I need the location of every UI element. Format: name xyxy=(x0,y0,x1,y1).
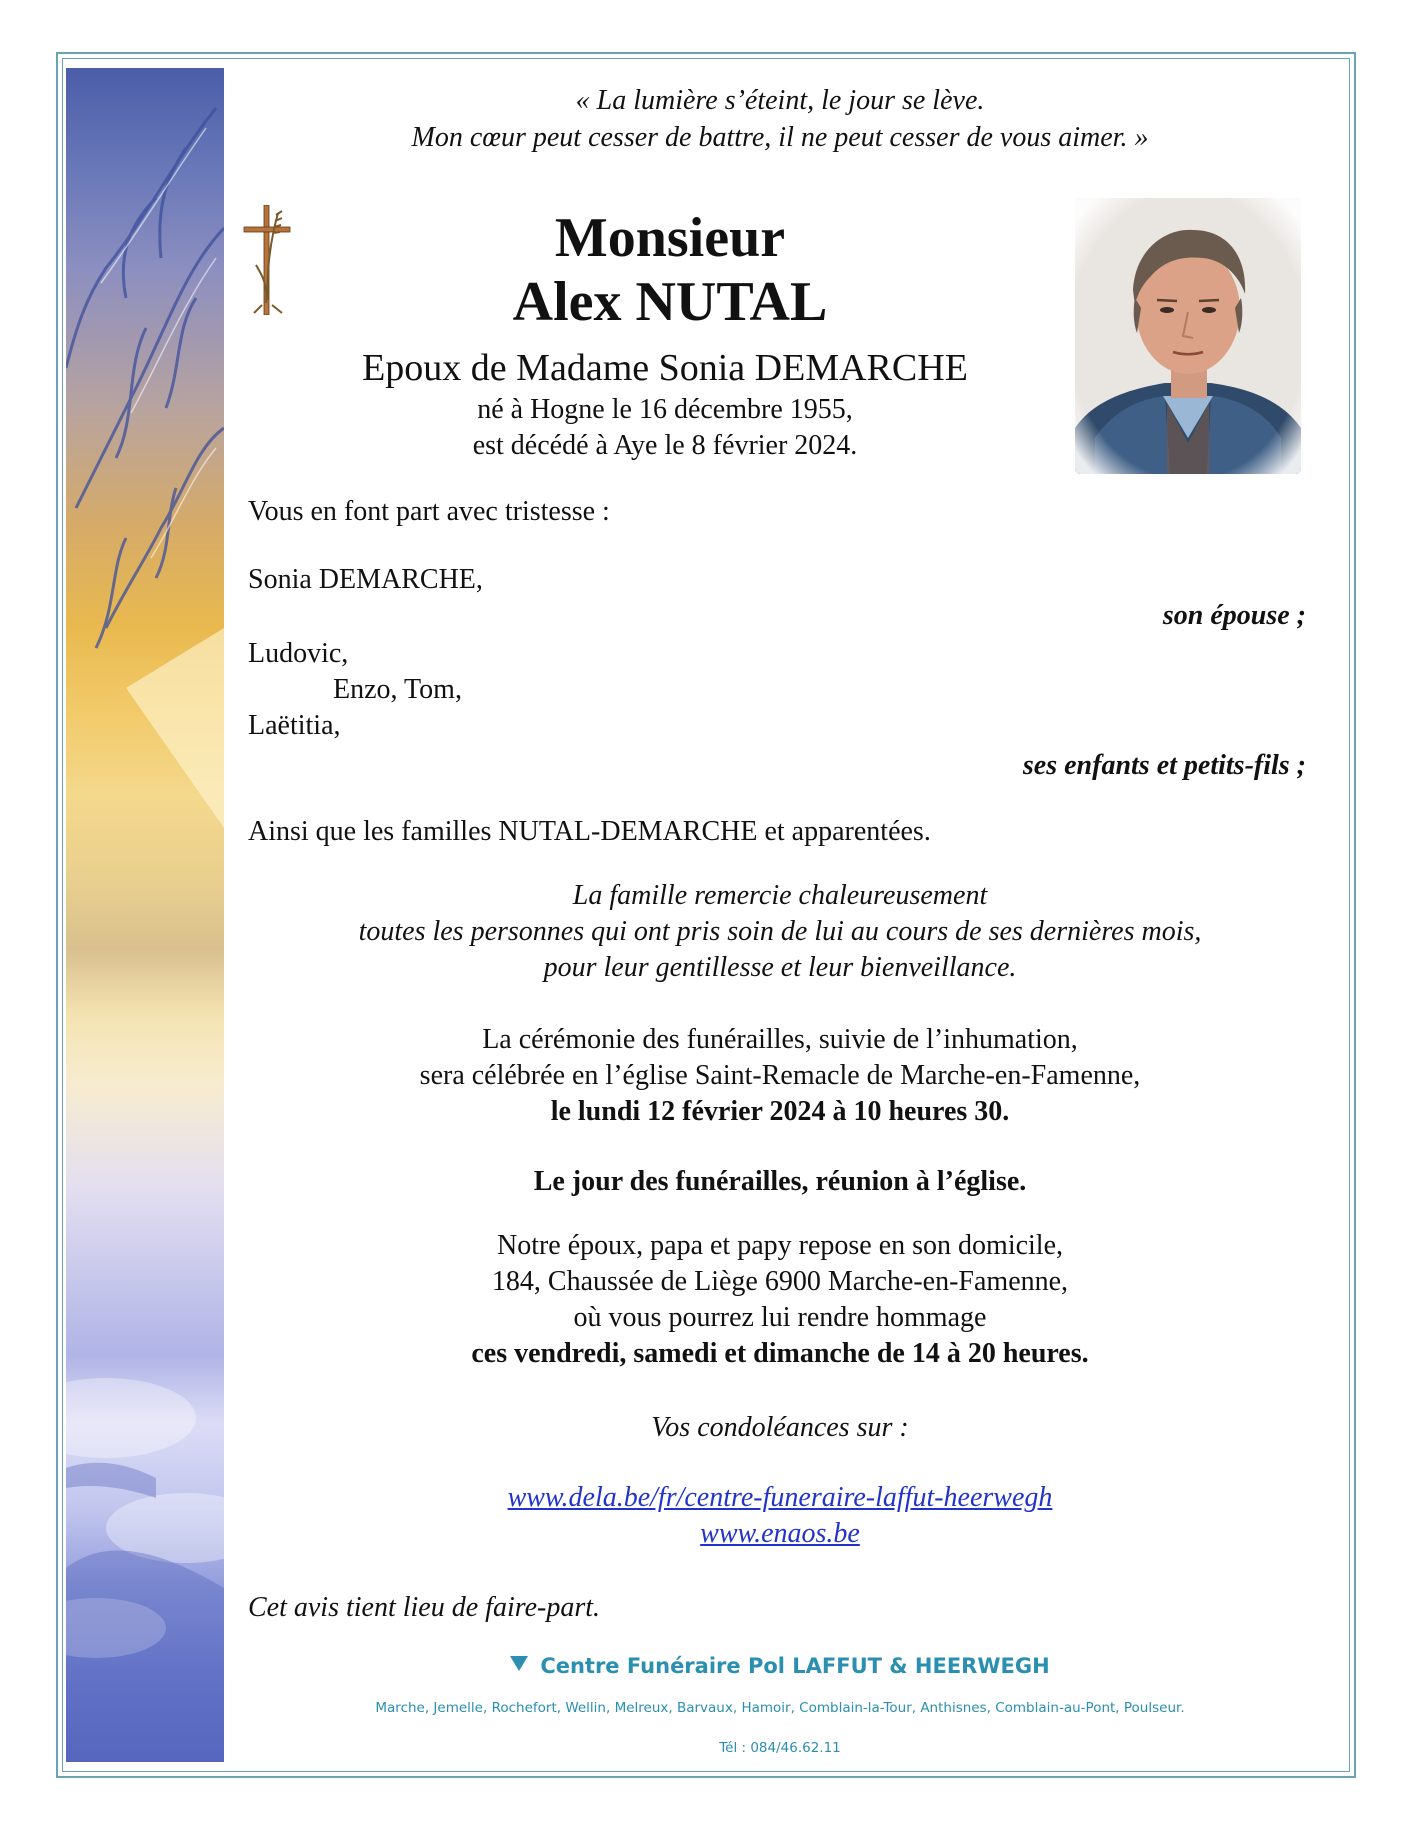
thanks-line-1: La famille remercie chaleureusement xyxy=(572,880,988,911)
quote-line-1: « La lumière s’éteint, le jour se lève. xyxy=(575,85,985,116)
condolence-link-dela[interactable]: www.dela.be/fr/centre-funeraire-laffut-heerwegh xyxy=(507,1482,1053,1513)
triangle-down-icon xyxy=(510,1656,528,1671)
grandchildren: Enzo, Tom, xyxy=(333,674,462,705)
funeral-home-towns: Marche, Jemelle, Rochefort, Wellin, Melreux, Barvaux, Hamoir, Comblain-la-Tour, Anthisnes, Comblain-au-Pont, Poulseur. xyxy=(375,1700,1185,1716)
funeral-home-phone: Tél : 084/46.62.11 xyxy=(719,1740,841,1756)
condolence-links xyxy=(230,1480,1330,1552)
spouse-name: Sonia DEMARCHE, xyxy=(248,564,483,595)
child-laetitia: Laëtitia, xyxy=(248,710,341,741)
meeting-line: Le jour des funérailles, réunion à l’église. xyxy=(533,1166,1027,1197)
frosted-branches-image xyxy=(66,68,224,1762)
thanks-line-2: toutes les personnes qui ont pris soin de lui au cours de ses dernières mois, xyxy=(358,916,1202,947)
opening-quote xyxy=(230,82,1330,156)
funeral-home-name xyxy=(230,1654,1330,1678)
ceremony-date: le lundi 12 février 2024 à 10 heures 30. xyxy=(550,1096,1010,1127)
deceased-name: Alex NUTAL xyxy=(512,271,828,333)
spouse-line: Epoux de Madame Sonia DEMARCHE xyxy=(362,347,968,389)
condolences-label: Vos condoléances sur : xyxy=(651,1412,909,1443)
cross-with-wheat-icon xyxy=(242,205,292,315)
ceremony-line-2: sera célébrée en l’église Saint-Remacle de Marche-en-Famenne, xyxy=(419,1060,1141,1091)
visiting-hours: ces vendredi, samedi et dimanche de 14 à 20 heures. xyxy=(471,1338,1089,1369)
birth-death-dates xyxy=(330,392,1000,464)
announcement-intro: Vous en font part avec tristesse : xyxy=(248,496,610,527)
closing-note: Cet avis tient lieu de faire-part. xyxy=(248,1592,601,1623)
thanks-line-3: pour leur gentillesse et leur bienveillance. xyxy=(543,952,1017,983)
death-line: est décédé à Aye le 8 février 2024. xyxy=(472,430,858,461)
winter-landscape-band xyxy=(66,68,224,1762)
rest-block xyxy=(230,1228,1330,1372)
ceremony-line-1: La cérémonie des funérailles, suivie de l’inhumation, xyxy=(482,1024,1078,1055)
families-line: Ainsi que les familles NUTAL-DEMARCHE et apparentées. xyxy=(248,816,931,847)
rest-line-3: où vous pourrez lui rendre hommage xyxy=(573,1302,987,1333)
children-role: ses enfants et petits-fils ; xyxy=(1022,750,1306,781)
deceased-title xyxy=(380,206,960,334)
portrait-photo xyxy=(1075,198,1301,474)
rest-line-2: 184, Chaussée de Liège 6900 Marche-en-Famenne, xyxy=(491,1266,1069,1297)
spouse-role: son épouse ; xyxy=(1162,600,1306,631)
birth-line: né à Hogne le 16 décembre 1955, xyxy=(477,394,853,425)
child-ludovic: Ludovic, xyxy=(248,638,349,669)
funeral-home-label: Centre Funéraire Pol LAFFUT & HEERWEGH xyxy=(540,1654,1050,1678)
quote-line-2: Mon cœur peut cesser de battre, il ne peut cesser de vous aimer. » xyxy=(411,122,1149,153)
ceremony-block xyxy=(230,1022,1330,1130)
rest-line-1: Notre époux, papa et papy repose en son domicile, xyxy=(496,1230,1064,1261)
thanks-block xyxy=(230,878,1330,986)
condolence-link-enaos[interactable]: www.enaos.be xyxy=(700,1518,860,1549)
honorific: Monsieur xyxy=(554,207,786,269)
portrait-image xyxy=(1075,198,1301,474)
